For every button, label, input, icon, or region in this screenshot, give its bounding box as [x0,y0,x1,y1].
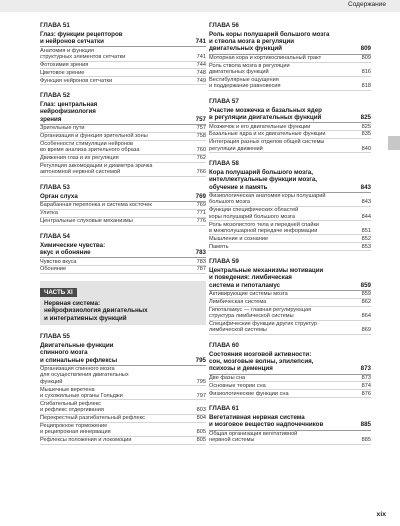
entry-title: Перекрестный разгибательный рефлекс [40,414,145,421]
chapter-block [209,258,371,335]
entry-page: 844 [361,213,371,220]
entry-title: Чувство вкуса [40,258,77,265]
entry-title: Специфические функции других структур лимбической системы [209,321,317,334]
toc-entry [209,139,371,153]
toc-entry [40,218,206,226]
toc-entry [209,291,371,299]
toc-entry [209,299,371,307]
entry-title: Особенности стимуляции нейронов во время анализа зрительного образа [40,140,140,154]
chapter-block [209,98,371,153]
toc-entry [40,155,206,163]
running-header: Содержание [348,1,386,8]
entry-page: 748 [196,69,206,76]
toc-entry [40,423,206,437]
toc-entry [209,193,371,207]
entry-page: 873 [361,374,371,381]
chapter-number: ГЛАВА 55 [40,333,70,341]
entry-page: 771 [196,210,206,217]
chapter-title: Двигательные функции спинного мозга и спинальные рефлексы [40,342,118,364]
chapter-number: ГЛАВА 54 [40,232,70,240]
toc-entry [40,47,206,61]
chapter-block [209,22,371,91]
toc-entry [209,131,371,139]
entry-page: 874 [361,382,371,389]
entry-page: 787 [196,266,206,273]
chapter-number: ГЛАВА 61 [209,405,239,413]
toc-entry [209,235,371,243]
entry-title: Физиологические функции сна [209,390,289,397]
entry-title: Анатомия и функция структурных элементов сетчатки [40,47,126,60]
header-bar [0,0,400,12]
entry-title: Основные теории сна [209,382,266,389]
toc-entry [209,221,371,235]
chapters-before-part [40,22,206,274]
chapter-title: Глаз: центральная нейрофизиология зрения [40,101,98,123]
toc-entry [40,133,206,141]
entry-title: Мышление и сознание [209,235,269,242]
toc-entry [209,375,371,383]
chapter-block [40,22,206,85]
chapter-number: ГЛАВА 56 [209,22,239,29]
chapter-title: Глаз: функции рецепторов и нейронов сетчатки [40,31,123,46]
chapter-title-row [40,31,206,47]
toc-right-column [209,22,371,452]
entry-title: Рефлексы положения и локомоции [40,437,132,444]
toc-entry [209,431,371,445]
toc-entry [209,307,371,321]
entry-title: Барабанная перепонка и система косточек [40,202,152,209]
toc-entry [209,243,371,251]
toc-entry [40,69,206,77]
entry-title: Две фазы сна [209,374,246,381]
entry-page: 852 [361,235,371,242]
toc-entry [209,321,371,335]
toc-entry [40,210,206,218]
entry-title: Роль ствола мозга в регуляции двигательных функций [209,62,290,76]
toc-entry [40,415,206,423]
part-title: Нервная система: нейрофизиология двигательных и интегративных функций [44,299,148,322]
entry-title: Вестибулярные ощущения и поддержание равновесия [209,76,281,90]
chapter-page: 783 [195,249,206,256]
chapter-block [209,342,371,398]
entry-title: Центральные слуховые механизмы [40,218,133,225]
entry-title: Фотохимия зрения [40,61,89,68]
entry-title: Мышечные веретена и сухожильные органы Гольджи [40,386,123,399]
chapter-title-row [40,342,206,366]
chapter-number: ГЛАВА 58 [209,160,239,168]
entry-title: Регуляция аккомодации и диаметра зрачка автономной нервной системой [40,163,153,176]
toc-entry [40,141,206,155]
chapter-page: 843 [360,183,371,191]
chapter-number: ГЛАВА 52 [40,92,70,100]
entry-title: Общая организация вегетативной нервной системы [209,430,298,444]
entry-title: Функции специфических областей коры полушарий большого мозга [209,207,299,220]
entry-page: 757 [196,125,206,132]
entry-page: 766 [196,169,206,176]
entry-page: 805 [196,437,206,444]
chapter-title: Состояния мозговой активности: сон, мозговые волны, эпилепсия, психозы и деменция [209,350,314,373]
chapter-number: ГЛАВА 60 [209,341,239,349]
chapter-page: 859 [360,281,371,289]
entry-page: 853 [361,243,371,250]
toc-entry [209,77,371,91]
entry-title: Активирующие системы мозга [209,291,288,298]
chapter-title: Химические чувства: вкус и обоняние [40,241,106,256]
entry-page: 809 [361,54,371,61]
chapter-number: ГЛАВА 51 [40,22,70,29]
chapter-title-row [40,101,206,125]
chapter-title-row [209,267,371,291]
entry-page: 758 [196,133,206,140]
entry-title: Мозжечок и его двигательные функции [209,123,311,130]
entry-page: 769 [196,202,206,209]
entry-page: 816 [361,69,371,76]
entry-title: Функция нейронов сетчатки [40,77,113,84]
entry-title: Сгибательный рефлекс и рефлекс отдергивания [40,400,104,414]
chapter-page: 757 [195,115,206,123]
entry-page: 869 [361,327,371,334]
entry-title: Интеграция разных отделов общей системы регуляции движений [209,139,325,152]
entry-title: Гипоталамус — главная регулирующая структура лимбической системы [209,306,312,320]
entry-page: 804 [196,414,206,421]
entry-page: 783 [196,258,206,265]
toc-entry [209,390,371,398]
entry-page: 795 [196,378,206,385]
chapter-page: 809 [360,45,371,53]
toc-entry [209,63,371,77]
entry-title: Движения глаз и их регуляция [40,155,119,162]
chapter-page: 741 [195,38,206,46]
toc-entry [40,266,206,274]
chapter-block [209,405,371,445]
entry-page: 741 [196,54,206,60]
chapter-number: ГЛАВА 57 [209,97,239,105]
entry-title: Моторная кора и кортикоспинальный тракт [209,54,322,61]
chapter-title: Центральные механизмы мотивации и поведения: лимбическая система и гипоталамус [209,267,324,289]
toc-entry [40,62,206,70]
entry-page: 776 [196,218,206,225]
section-thumb-tab [388,136,400,150]
chapter-page: 769 [195,192,206,200]
entry-page: 818 [361,83,371,90]
entry-page: 840 [361,145,371,152]
chapter-block [40,233,206,274]
entry-page: 762 [196,155,206,162]
chapter-number: ГЛАВА 59 [209,258,239,266]
chapters-after-part [40,333,206,444]
entry-page: 862 [361,299,371,305]
toc-entry [40,386,206,400]
chapter-title-row [40,242,206,258]
entry-page: 851 [361,227,371,234]
toc-entry [40,258,206,266]
entry-page: 876 [361,390,371,397]
toc-entry [40,77,206,85]
entry-page: 859 [361,291,371,298]
chapter-title-row [209,351,371,375]
entry-title: Лимбическая система [209,299,267,305]
page-number: xix [376,511,386,518]
part-block [40,281,206,325]
entry-page: 843 [361,199,371,206]
toc-entry [40,163,206,177]
chapter-title: Роль коры полушарий большого мозга и ствола мозга в регуляции двигательных функций [209,31,330,53]
entry-page: 744 [196,61,206,68]
chapter-block [40,92,206,177]
entry-title: Базальные ядра и их двигательные функции [209,131,326,138]
entry-page: 797 [196,392,206,399]
entry-title: Зрительные пути [40,125,85,132]
entry-page: 825 [361,123,371,130]
entry-title: Обоняние [40,266,67,273]
entry-page: 805 [196,429,206,436]
entry-page: 885 [361,437,371,444]
entry-page: 803 [196,407,206,414]
entry-title: Организация спинного мозга для осуществления двигательных функций [40,366,129,385]
chapter-page: 825 [360,114,371,122]
entry-title: Организация и функция зрительной зоны [40,133,148,140]
toc-entry [40,125,206,133]
chapter-title: Орган слуха [40,192,78,200]
entry-page: 864 [361,313,371,320]
entry-page: 835 [361,131,371,138]
toc-entry [40,437,206,445]
chapter-title: Кора полушарий большого мозга, интеллектуальные функции мозга, обучение и память [209,169,317,191]
chapter-title: Вегетативная нервная система и мозговое вещество надпочечников [209,414,324,429]
entry-title: Роль мозолистого тела и передней спайки в межполушарной передаче информации [209,221,320,234]
toc-entry [40,400,206,414]
chapter-page: 795 [195,356,206,364]
entry-title: Цветовое зрение [40,69,85,76]
chapter-number: ГЛАВА 53 [40,183,70,191]
chapter-block [40,184,206,226]
chapter-title-row [209,31,371,55]
chapter-block [209,160,371,251]
chapter-title-row [209,414,371,430]
part-label: ЧАСТЬ XI [40,288,77,297]
toc-entry [209,55,371,63]
entry-page: 749 [196,77,206,84]
entry-title: Реципрокное торможение и реципрокная иннервация [40,422,111,436]
chapter-title: Участие мозжечка и базальных ядер в регуляции двигательных функций [209,106,322,122]
chapter-page: 873 [360,365,371,373]
chapter-page: 885 [360,421,371,429]
chapter-title-row [40,193,206,202]
chapter-block [40,333,206,444]
chapter-title-row [209,169,371,193]
toc-left-column [40,22,206,452]
toc-entry [209,123,371,131]
entry-title: Физиологическая анатомия коры полушарий большого мозга [209,193,326,206]
toc-entry [40,202,206,210]
chapter-title-row [209,107,371,123]
toc-entry [209,382,371,390]
toc-entry [209,207,371,221]
entry-title: Память [209,243,229,250]
entry-title: Улитка [40,210,58,217]
toc-entry [40,366,206,386]
entry-page: 760 [196,147,206,154]
